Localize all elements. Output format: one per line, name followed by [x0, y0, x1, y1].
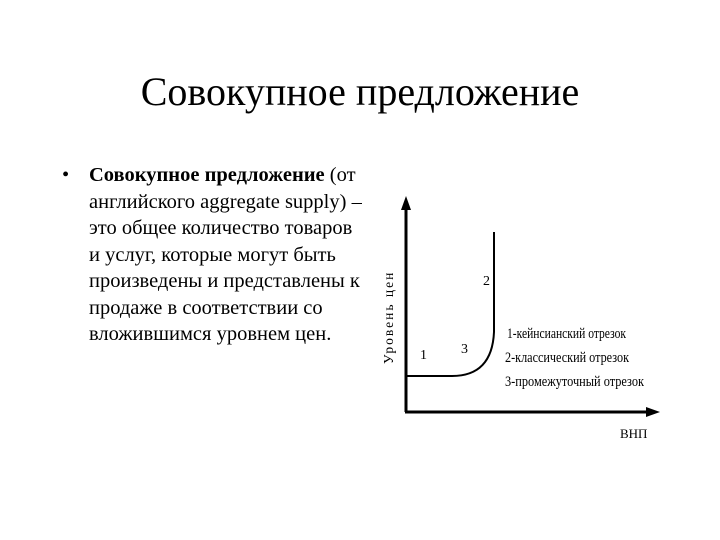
y-axis-arrow — [401, 196, 411, 210]
segment-label-1: 1 — [420, 348, 427, 363]
segment-label-3: 3 — [461, 342, 468, 357]
term-bold: Совокупное предложение — [89, 164, 325, 186]
term-definition: (от английского aggregate supply) – это общее количество товаров и услуг, которые могут быть произведены и представлены к продаже в соответствии со вложившимся уровнем цен. — [89, 164, 362, 345]
x-axis-label: ВНП — [620, 426, 648, 441]
x-axis-arrow — [646, 407, 660, 417]
segment-label-2: 2 — [483, 274, 490, 289]
legend-item-3: 3-промежуточный отрезок — [505, 374, 645, 390]
bullet-marker: • — [62, 164, 70, 186]
legend-item-1: 1-кейнсианский отрезок — [507, 326, 627, 342]
slide-title: Совокупное предложение — [140, 69, 580, 114]
y-axis-label: Уровень цен — [381, 270, 396, 364]
legend-item-2: 2-классический отрезок — [505, 350, 630, 366]
